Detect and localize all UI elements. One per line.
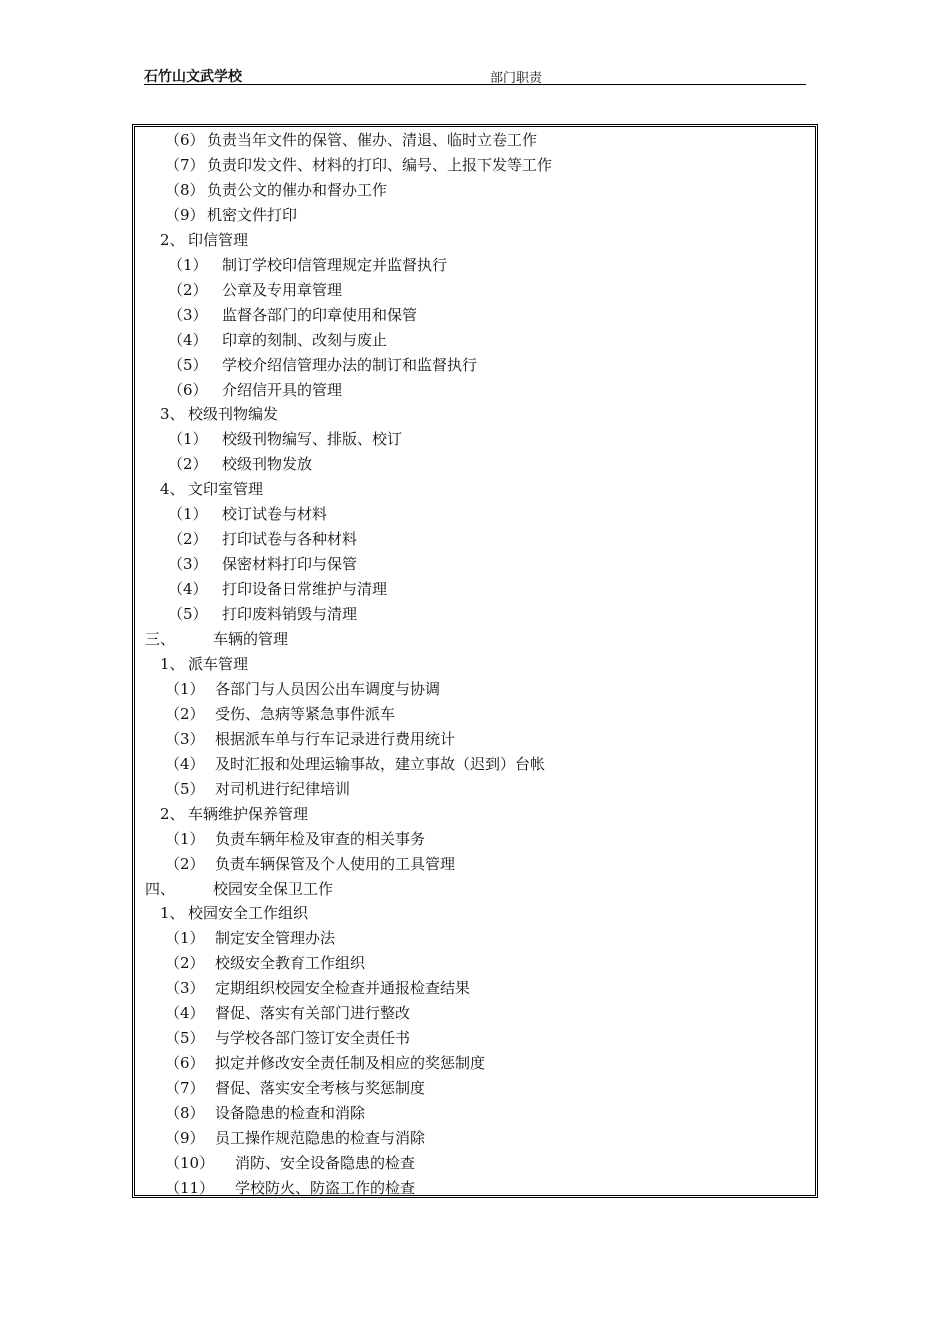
line-number: 四、 <box>145 879 176 898</box>
content-line <box>168 452 312 476</box>
line-number: （1） <box>168 430 208 449</box>
line-text: 派车管理 <box>188 654 249 673</box>
line-number: （3） <box>168 305 208 324</box>
line-text: 设备隐患的检查和消除 <box>215 1104 366 1123</box>
line-text: 介绍信开具的管理 <box>222 380 343 399</box>
line-text: 各部门与人员因公出车调度与协调 <box>215 679 441 698</box>
department-title: 部门职责 <box>490 71 543 86</box>
line-number: （5） <box>168 355 208 374</box>
line-number: （4） <box>168 330 208 349</box>
line-number: 2、 <box>160 804 185 823</box>
content-line <box>160 402 278 426</box>
content-line <box>168 303 417 327</box>
line-text: 校订试卷与材料 <box>222 505 328 524</box>
content-line <box>165 1151 415 1175</box>
content-line <box>165 752 545 776</box>
content-line <box>168 378 342 402</box>
line-number: （1） <box>168 255 208 274</box>
line-text: 机密文件打印 <box>207 205 298 224</box>
line-number: （6） <box>165 1054 205 1073</box>
content-line <box>165 128 537 152</box>
line-text: 打印废料销毁与清理 <box>222 605 358 624</box>
content-line <box>165 1126 425 1150</box>
line-text: 文印室管理 <box>188 480 264 499</box>
line-number: （4） <box>165 754 205 773</box>
line-text: 校级安全教育工作组织 <box>215 954 366 973</box>
line-number: （8） <box>165 1104 205 1123</box>
line-number: （1） <box>165 829 205 848</box>
line-text: 消防、安全设备隐患的检查 <box>235 1153 416 1172</box>
content-line <box>145 627 288 651</box>
line-number: （6） <box>168 380 208 399</box>
line-number: （5） <box>168 605 208 624</box>
content-line <box>165 777 350 801</box>
line-text: 制订学校印信管理规定并监督执行 <box>222 255 448 274</box>
line-text: 负责印发文件、材料的打印、编号、上报下发等工作 <box>207 155 553 174</box>
content-line <box>165 951 365 975</box>
line-number: （7） <box>165 155 205 174</box>
line-text: 学校介绍信管理办法的制订和监督执行 <box>222 355 478 374</box>
content-line <box>168 253 447 277</box>
content-line <box>168 602 357 626</box>
line-text: 及时汇报和处理运输事故，建立事故（迟到）台帐 <box>215 754 546 773</box>
line-text: 印信管理 <box>188 230 249 249</box>
content-line <box>168 328 387 352</box>
line-number: （2） <box>168 280 208 299</box>
content-line <box>165 677 440 701</box>
line-text: 定期组织校园安全检查并通报检查结果 <box>215 979 471 998</box>
line-number: （2） <box>168 530 208 549</box>
line-text: 学校防火、防盗工作的检查 <box>235 1178 416 1197</box>
content-line <box>165 1026 410 1050</box>
content-line <box>168 278 342 302</box>
line-number: （1） <box>165 929 205 948</box>
line-text: 根据派车单与行车记录进行费用统计 <box>215 729 456 748</box>
line-text: 与学校各部门签订安全责任书 <box>215 1029 411 1048</box>
line-text: 员工操作规范隐患的检查与消除 <box>215 1129 426 1147</box>
line-text: 车辆维护保养管理 <box>188 804 309 823</box>
line-text: 车辆的管理 <box>213 630 289 648</box>
line-text: 负责车辆年检及审查的相关事务 <box>215 829 426 848</box>
page-header <box>144 66 806 85</box>
line-number: （9） <box>165 205 205 224</box>
line-text: 公章及专用章管理 <box>222 280 343 299</box>
content-line <box>165 1176 415 1200</box>
line-number: （1） <box>168 505 208 524</box>
content-line <box>160 652 248 676</box>
line-number: （3） <box>168 555 208 574</box>
line-number: （6） <box>165 131 205 149</box>
line-number: （5） <box>165 779 205 798</box>
line-text: 打印试卷与各种材料 <box>222 530 358 549</box>
line-number: （3） <box>165 979 205 998</box>
line-number: （1） <box>165 679 205 698</box>
line-number: 2、 <box>160 230 185 249</box>
line-text: 督促、落实有关部门进行整改 <box>215 1004 411 1023</box>
content-lines <box>135 127 815 1195</box>
content-line <box>168 527 357 551</box>
content-line <box>165 1101 365 1125</box>
content-line <box>165 203 297 227</box>
content-line <box>160 901 308 925</box>
content-line <box>165 1051 485 1075</box>
line-text: 印章的刻制、改刻与废止 <box>222 330 388 349</box>
content-line <box>145 877 333 901</box>
content-line <box>168 577 387 601</box>
content-line <box>165 178 387 202</box>
line-text: 打印设备日常维护与清理 <box>222 580 388 599</box>
content-line <box>165 827 425 851</box>
line-number: 1、 <box>160 904 185 923</box>
line-text: 督促、落实安全考核与奖惩制度 <box>215 1079 426 1098</box>
content-line <box>165 976 470 1000</box>
line-number: （2） <box>168 455 208 474</box>
content-line <box>168 427 402 451</box>
content-line <box>165 727 455 751</box>
line-number: 1、 <box>160 654 185 673</box>
line-text: 负责公文的催办和督办工作 <box>207 180 388 199</box>
content-line <box>160 477 263 501</box>
line-text: 校级刊物编写、排版、校订 <box>222 430 403 449</box>
line-text: 拟定并修改安全责任制及相应的奖惩制度 <box>215 1054 486 1073</box>
line-number: （10） <box>165 1153 215 1172</box>
line-number: （5） <box>165 1029 205 1048</box>
line-number: （4） <box>168 580 208 599</box>
content-line <box>160 802 308 826</box>
content-line <box>165 702 395 726</box>
line-number: （9） <box>165 1129 205 1147</box>
line-text: 保密材料打印与保管 <box>222 555 358 574</box>
school-name: 石竹山文武学校 <box>144 69 242 85</box>
content-line <box>165 153 552 177</box>
content-line <box>168 502 327 526</box>
line-text: 负责当年文件的保管、催办、清退、临时立卷工作 <box>207 131 538 149</box>
content-line <box>168 552 357 576</box>
content-line <box>165 1076 425 1100</box>
content-line <box>168 353 477 377</box>
line-text: 负责车辆保管及个人使用的工具管理 <box>215 854 456 873</box>
line-number: （7） <box>165 1079 205 1098</box>
line-text: 监督各部门的印章使用和保管 <box>222 305 418 324</box>
line-number: （4） <box>165 1004 205 1023</box>
line-text: 校级刊物发放 <box>222 455 313 474</box>
line-number: 三、 <box>145 630 176 648</box>
line-text: 制定安全管理办法 <box>215 929 336 948</box>
line-number: 4、 <box>160 480 185 499</box>
line-number: （3） <box>165 729 205 748</box>
line-text: 校级刊物编发 <box>188 405 279 424</box>
content-line <box>165 926 335 950</box>
line-text: 受伤、急病等紧急事件派车 <box>215 704 396 723</box>
line-number: （2） <box>165 854 205 873</box>
line-text: 校园安全工作组织 <box>188 904 309 923</box>
line-number: （2） <box>165 704 205 723</box>
line-number: 3、 <box>160 405 185 424</box>
line-number: （8） <box>165 180 205 199</box>
line-number: （2） <box>165 954 205 973</box>
content-line <box>160 228 248 252</box>
content-line <box>165 852 455 876</box>
content-table <box>132 124 818 1198</box>
line-text: 对司机进行纪律培训 <box>215 779 351 798</box>
line-text: 校园安全保卫工作 <box>213 879 334 898</box>
content-line <box>165 1001 410 1025</box>
line-number: （11） <box>165 1178 215 1197</box>
